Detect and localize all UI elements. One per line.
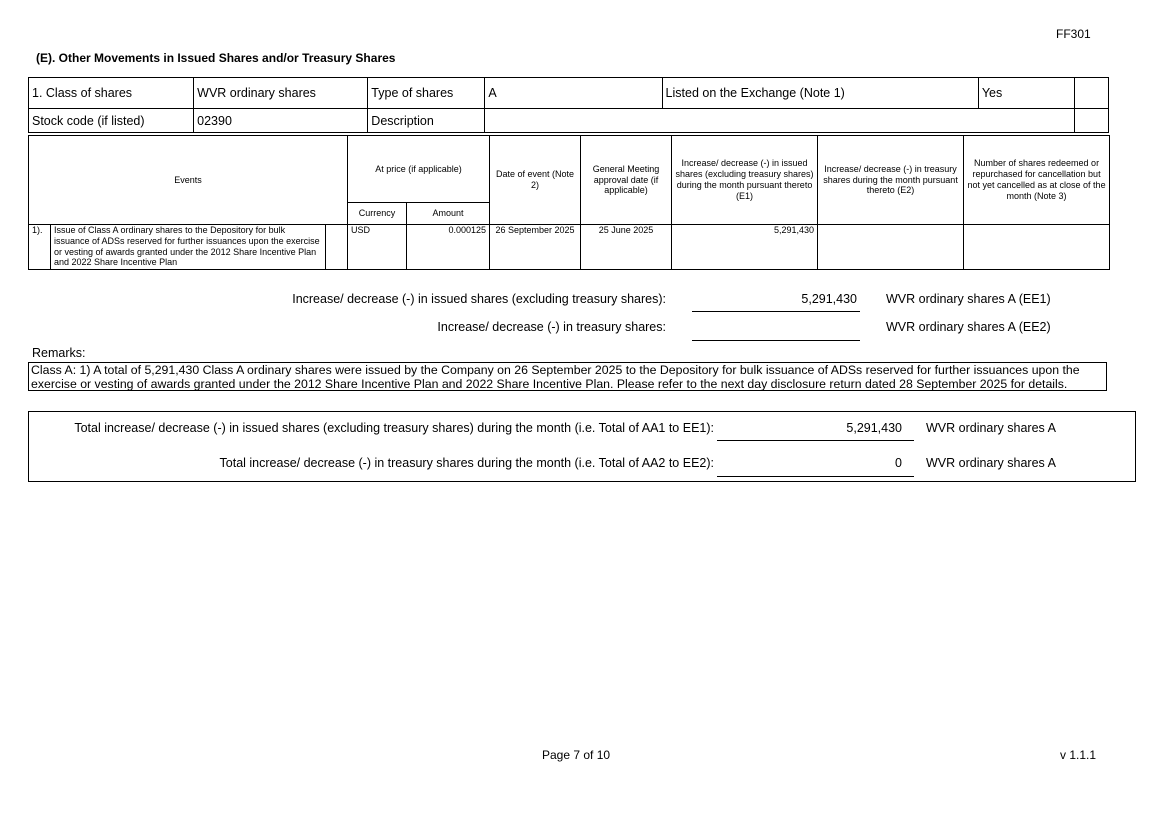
- event-treasury-change: [818, 225, 964, 270]
- total-treasury-label: Total increase/ decrease (-) in treasury shares during the month (i.e. Total of AA2 to EE2):: [219, 456, 714, 470]
- general-meeting-header: General Meeting approval date (if applicable): [581, 136, 672, 225]
- summary-issued-unit: WVR ordinary shares A (EE1): [886, 292, 1051, 306]
- issued-change-header: Increase/ decrease (-) in issued shares (excluding treasury shares) during the month pursuant thereto (E1): [672, 136, 818, 225]
- event-date: 26 September 2025: [490, 225, 581, 270]
- form-code: FF301: [1056, 27, 1091, 41]
- total-treasury-unit: WVR ordinary shares A: [926, 456, 1056, 470]
- table-row: [29, 225, 1110, 270]
- redeemed-header: Number of shares redeemed or repurchased for cancellation but not yet cancelled as at close of the month (Note 3): [964, 136, 1110, 225]
- total-treasury-line: [717, 476, 914, 477]
- class-of-shares-label: 1. Class of shares: [29, 78, 194, 109]
- section-title: (E). Other Movements in Issued Shares and/or Treasury Shares: [36, 51, 396, 65]
- date-of-event-header: Date of event (Note 2): [490, 136, 581, 225]
- version-label: v 1.1.1: [1060, 748, 1097, 762]
- event-number: 1).: [29, 225, 51, 270]
- summary-issued-line: [692, 311, 860, 312]
- amount-header: Amount: [407, 203, 490, 225]
- total-treasury-value: 0: [895, 456, 902, 470]
- description-value: [485, 109, 1075, 133]
- remarks-text: Class A: 1) A total of 5,291,430 Class A ordinary shares were issued by the Company on 26 September 2025 to the Depository for bulk issuance of ADSs reserved for further issuances upon the exercise or vesting of awards granted under the 2012 Share Incentive Plan and 2022 Share Incentive Plan. Please refer to the next day disclosure return dated 28 September 2025 for details.: [28, 362, 1107, 391]
- at-price-header: At price (if applicable): [348, 136, 490, 203]
- summary-issued-label: Increase/ decrease (-) in issued shares (excluding treasury shares):: [292, 292, 666, 306]
- type-of-shares-value: A: [485, 78, 662, 109]
- event-issued-change: 5,291,430: [672, 225, 818, 270]
- treasury-change-header: Increase/ decrease (-) in treasury shares during the month pursuant thereto (E2): [818, 136, 964, 225]
- total-issued-value: 5,291,430: [846, 421, 902, 435]
- stock-code-value: 02390: [194, 109, 368, 133]
- share-info-table: [28, 77, 1109, 133]
- class-of-shares-value: WVR ordinary shares: [194, 78, 368, 109]
- listed-value: Yes: [978, 78, 1074, 109]
- currency-header: Currency: [348, 203, 407, 225]
- event-description: Issue of Class A ordinary shares to the Depository for bulk issuance of ADSs reserved for further issuances upon the exercise or vesting of awards granted under the 2012 Share Incentive Plan and 2022 Share Incentive Plan: [51, 225, 326, 270]
- events-header: Events: [29, 136, 348, 225]
- info-empty-cell: [1074, 78, 1108, 109]
- summary-treasury-label: Increase/ decrease (-) in treasury shares:: [437, 320, 666, 334]
- total-issued-unit: WVR ordinary shares A: [926, 421, 1056, 435]
- remarks-label: Remarks:: [32, 346, 86, 360]
- event-redeemed: [964, 225, 1110, 270]
- total-issued-label: Total increase/ decrease (-) in issued shares (excluding treasury shares) during the month (i.e. Total of AA1 to EE1):: [74, 421, 714, 435]
- summary-treasury-line: [692, 340, 860, 341]
- info-empty-cell-2: [1074, 109, 1108, 133]
- description-label: Description: [368, 109, 485, 133]
- summary-treasury-unit: WVR ordinary shares A (EE2): [886, 320, 1051, 334]
- summary-issued-value: 5,291,430: [801, 292, 857, 306]
- page-number: Page 7 of 10: [542, 748, 611, 762]
- listed-label: Listed on the Exchange (Note 1): [662, 78, 978, 109]
- event-currency: USD: [348, 225, 407, 270]
- event-amount: 0.000125: [407, 225, 490, 270]
- total-issued-line: [717, 440, 914, 441]
- type-of-shares-label: Type of shares: [368, 78, 485, 109]
- event-spacer-cell: [326, 225, 348, 270]
- event-gm-date: 25 June 2025: [581, 225, 672, 270]
- events-table: [28, 135, 1110, 270]
- stock-code-label: Stock code (if listed): [29, 109, 194, 133]
